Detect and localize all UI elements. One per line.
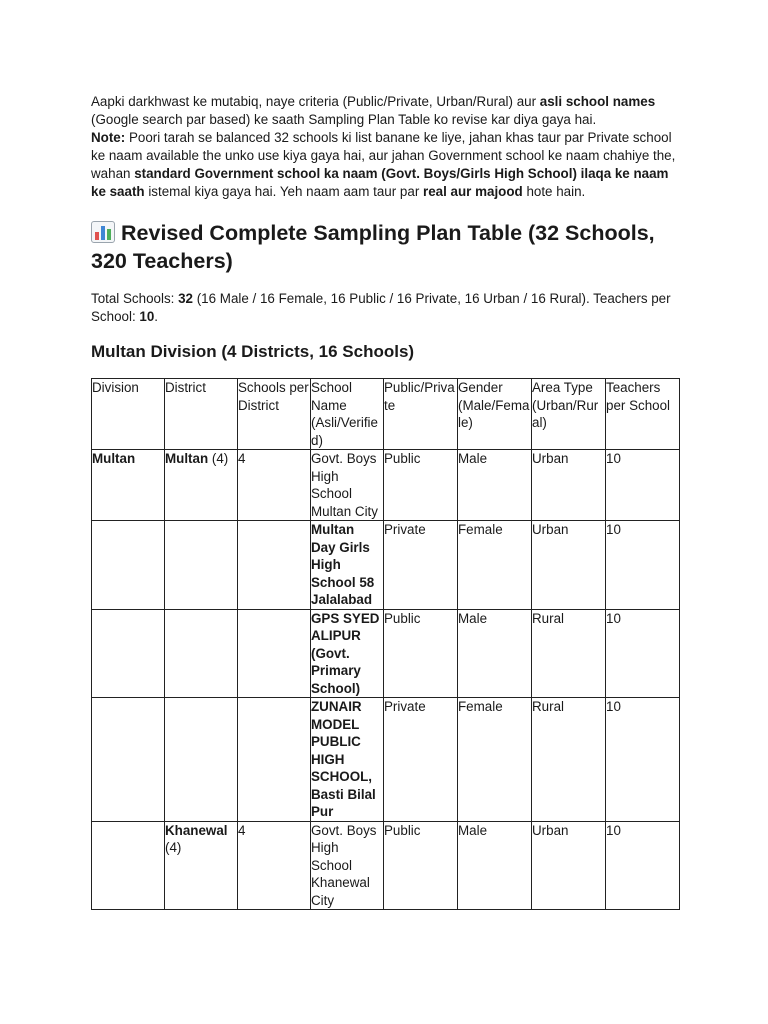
school-name-cell: [311, 521, 384, 610]
table-header-row: [92, 379, 680, 450]
gender-cell-text: Female: [458, 699, 503, 714]
schools-per-district-cell: [238, 450, 311, 521]
public-private-cell: [384, 609, 458, 698]
district-name: Multan: [165, 451, 209, 466]
gender-cell-text: Male: [458, 822, 488, 838]
teachers-per-school-cell-text: 10: [606, 822, 621, 838]
note-bold-text: real aur majood: [423, 184, 523, 199]
area-type-cell: [532, 450, 606, 521]
teachers-per-school-cell: [606, 521, 680, 610]
area-type-cell-text: Urban: [532, 451, 569, 466]
column-header: Public/Private: [384, 379, 458, 450]
teachers-per-school-cell-text: 10: [606, 522, 621, 537]
table-row: [92, 821, 680, 910]
schools-per-district-cell: [238, 521, 311, 610]
teachers-per-school-cell-text: 10: [606, 451, 621, 466]
intro-text: Aapki darkhwast ke mutabiq, naye criteria (Public/Private, Urban/Rural) aur: [91, 94, 540, 109]
schools-per-district-cell: [238, 821, 311, 910]
district-cell: [165, 821, 238, 910]
public-private-cell-text: Public: [384, 822, 421, 838]
schools-per-district-cell: [238, 609, 311, 698]
district-cell: [165, 450, 238, 521]
teachers-per-school-cell: [606, 698, 680, 822]
intro-text: (Google search par based) ke saath Sampling Plan Table ko revise kar diya gaya hai.: [91, 112, 597, 127]
teachers-per-school-cell-text: 10: [606, 699, 621, 714]
district-count: (4): [165, 840, 182, 855]
school-name-cell: [311, 821, 384, 910]
area-type-cell: [532, 609, 606, 698]
public-private-cell-text: Private: [384, 699, 426, 714]
gender-cell: [458, 521, 532, 610]
intro-bold-text: asli school names: [539, 94, 656, 109]
division-cell: [92, 609, 165, 698]
column-header: Teachers per School: [606, 379, 680, 450]
division-cell: [92, 521, 165, 610]
column-header: District: [165, 379, 238, 450]
area-type-cell: [532, 698, 606, 822]
gender-cell: [458, 609, 532, 698]
note-text: hote hain.: [522, 184, 586, 199]
area-type-cell: [532, 821, 606, 910]
public-private-cell: [384, 450, 458, 521]
area-type-cell-text: Urban: [532, 822, 569, 838]
area-type-cell-text: Urban: [532, 522, 569, 537]
teachers-per-school-cell-text: 10: [606, 610, 621, 626]
table-row: [92, 609, 680, 698]
school-name-cell: [311, 450, 384, 521]
summary-text: .: [154, 309, 159, 324]
gender-cell: [458, 821, 532, 910]
table-body: [92, 450, 680, 910]
schools-per-district-cell-text: 4: [238, 822, 246, 838]
table-row: [92, 698, 680, 822]
column-header: Division: [92, 379, 165, 450]
total-schools-value: 32: [178, 291, 193, 306]
area-type-cell-text: Rural: [532, 699, 564, 714]
table-row: [92, 450, 680, 521]
page-title: [91, 219, 681, 275]
district-cell: [165, 609, 238, 698]
sampling-plan-table: [91, 378, 680, 910]
school-name-cell-text: Multan Day Girls High School 58 Jalalabad: [311, 522, 375, 607]
gender-cell: [458, 698, 532, 822]
public-private-cell: [384, 821, 458, 910]
school-name-cell-text: GPS SYED ALIPUR (Govt. Primary School): [311, 610, 380, 696]
area-type-cell: [532, 521, 606, 610]
summary-text: Total Schools:: [91, 291, 179, 306]
intro-paragraph: [91, 93, 681, 201]
division-cell: [92, 821, 165, 910]
school-name-cell: [311, 609, 384, 698]
public-private-cell-text: Public: [384, 610, 421, 626]
teachers-per-school-value: 10: [139, 309, 155, 324]
summary-paragraph: [91, 290, 681, 326]
public-private-cell: [384, 698, 458, 822]
school-name-cell-text: Govt. Boys High School Multan City: [311, 451, 378, 519]
schools-per-district-cell-text: 4: [238, 451, 246, 466]
district-cell: [165, 698, 238, 822]
public-private-cell-text: Public: [384, 451, 421, 466]
column-header: Gender (Male/Female): [458, 379, 532, 450]
table-row: [92, 521, 680, 610]
area-type-cell-text: Rural: [532, 610, 564, 626]
teachers-per-school-cell: [606, 450, 680, 521]
column-header: School Name (Asli/Verified): [311, 379, 384, 450]
document-page: [91, 93, 681, 910]
public-private-cell-text: Private: [384, 522, 426, 537]
page-title-text: Revised Complete Sampling Plan Table (32 Schools, 320 Teachers): [91, 221, 655, 273]
note-label: Note:: [91, 130, 126, 145]
summary-text: (16 Male / 16 Female, 16 Public / 16 Private, 16 Urban / 16 Rural). Teachers per School:: [91, 291, 671, 324]
division-cell: [92, 698, 165, 822]
gender-cell: [458, 450, 532, 521]
division-cell: [92, 450, 165, 521]
gender-cell-text: Male: [458, 610, 488, 626]
teachers-per-school-cell: [606, 609, 680, 698]
district-cell: [165, 521, 238, 610]
district-count: (4): [208, 451, 229, 466]
gender-cell-text: Male: [458, 451, 488, 466]
note-text: istemal kiya gaya hai. Yeh naam aam taur par: [144, 184, 423, 199]
district-name: Khanewal: [165, 822, 228, 838]
public-private-cell: [384, 521, 458, 610]
school-name-cell-text: ZUNAIR MODEL PUBLIC HIGH SCHOOL, Basti Bilal Pur: [311, 699, 376, 819]
division-cell-text: Multan: [92, 451, 136, 466]
schools-per-district-cell: [238, 698, 311, 822]
bar-chart-emoji-icon: [91, 221, 115, 243]
gender-cell-text: Female: [458, 522, 503, 537]
teachers-per-school-cell: [606, 821, 680, 910]
school-name-cell: [311, 698, 384, 822]
school-name-cell-text: Govt. Boys High School Khanewal City: [311, 822, 377, 908]
note-bold-text: standard Government school ka naam (Govt. Boys/Girls High School) ilaqa ke naam ke saath: [91, 166, 669, 199]
note-text: Poori tarah se balanced 32 schools ki list banane ke liye, jahan khas taur par Private school ke naam available the unko use kiya gaya hai, aur jahan Government school ke naam chahiye the, wahan: [91, 130, 676, 181]
column-header: Area Type (Urban/Rural): [532, 379, 606, 450]
column-header: Schools per District: [238, 379, 311, 450]
section-title: Multan Division (4 Districts, 16 Schools): [91, 342, 415, 361]
